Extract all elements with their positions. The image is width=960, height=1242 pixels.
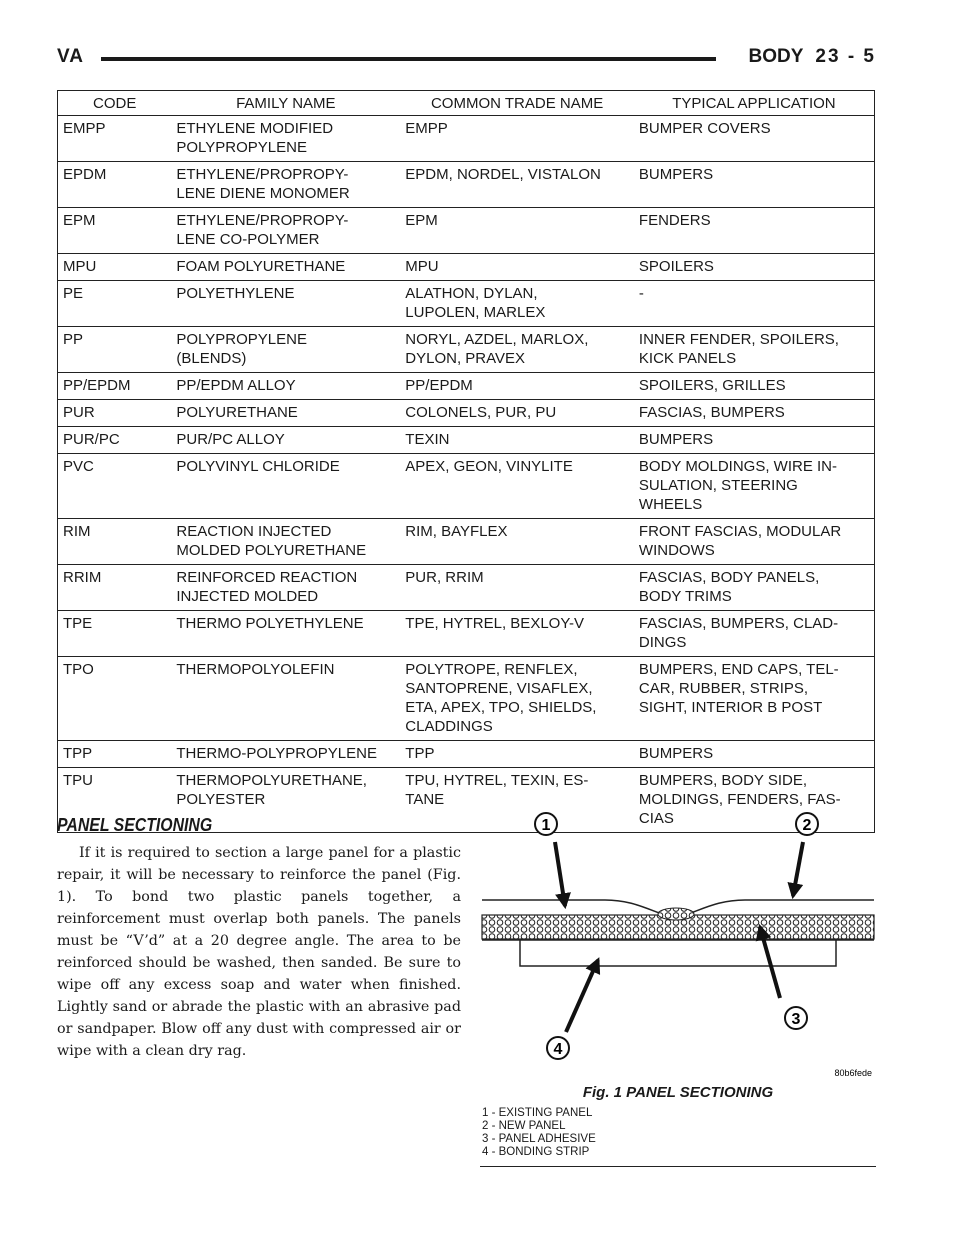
cell-family-name: [171, 116, 400, 162]
cell-line: INNER FENDER, SPOILERS,: [638, 331, 839, 348]
callout-1-label: 1: [541, 817, 551, 834]
cell-line: SPOILERS, GRILLES: [638, 377, 786, 394]
callout-2-leader: [793, 842, 803, 896]
header-vehicle-code: VA: [57, 46, 84, 67]
cell-code: [58, 116, 172, 162]
legend-item: 1 - EXISTING PANEL: [482, 1107, 593, 1119]
cell-code: [58, 657, 172, 741]
cell-line: ETHYLENE/PROPROPY-: [176, 212, 349, 229]
cell-line: THERMO-POLYPROPYLENE: [176, 745, 377, 762]
cell-application: [634, 162, 875, 208]
table-row: [58, 281, 875, 327]
cell-line: POLYETHYLENE: [176, 285, 295, 302]
legend-item: 4 - BONDING STRIP: [482, 1146, 590, 1158]
cell-line: EPDM: [63, 166, 107, 183]
cell-line: FASCIAS, BODY PANELS,: [638, 569, 820, 586]
cell-code: [58, 427, 172, 454]
adhesive-joint: [658, 908, 694, 920]
cell-line: WINDOWS: [638, 542, 715, 559]
cell-trade-name: [400, 657, 634, 741]
section-body: If it is required to section a large panel for a plastic repair, it will be necessary to reinforce the panel (Fig. 1). To bond two plastic panels together, a reinforcement must overlap both panels. The panels must be “V’d” at a 20 degree angle. The area to be reinforced should be washed, then sanded. Be sure to wipe off any excess soap and water when finished. Lightly sand or abrade the plastic with an abrasive pad or sandpaper. Blow off any dust with compressed air or wipe with a clean dry rag.: [57, 845, 461, 1059]
cell-line: PUR/PC: [63, 431, 120, 448]
cell-line: COLONELS, PUR, PU: [405, 404, 557, 421]
new-panel-surface: [688, 900, 874, 914]
cell-line: LUPOLEN, MARLEX: [405, 304, 546, 321]
panel-sectioning-diagram: [480, 800, 876, 1082]
table-row: [58, 254, 875, 281]
header-page-number: 23 - 5: [815, 46, 876, 67]
cell-line: POLYESTER: [176, 791, 266, 808]
existing-panel-surface: [605, 900, 662, 914]
cell-line: REINFORCED REACTION: [176, 569, 358, 586]
cell-family-name: [171, 400, 400, 427]
cell-line: BUMPERS, BODY SIDE,: [638, 772, 808, 789]
cell-line: WHEELS: [638, 496, 703, 513]
cell-line: EPDM, NORDEL, VISTALON: [405, 166, 601, 183]
cell-application: [634, 741, 875, 768]
cell-code: [58, 519, 172, 565]
cell-line: SANTOPRENE, VISAFLEX,: [405, 680, 593, 697]
cell-line: FRONT FASCIAS, MODULAR: [638, 523, 842, 540]
cell-line: PE: [63, 285, 84, 302]
cell-application: [634, 400, 875, 427]
cell-line: TPP: [405, 745, 435, 762]
cell-line: SIGHT, INTERIOR B POST: [638, 699, 823, 716]
cell-line: TEXIN: [405, 431, 450, 448]
cell-code: [58, 741, 172, 768]
cell-trade-name: [400, 611, 634, 657]
cell-line: RIM, BAYFLEX: [405, 523, 508, 540]
cell-trade-name: [400, 281, 634, 327]
section-title: PANEL SECTIONING: [57, 815, 213, 835]
cell-line: MOLDED POLYURETHANE: [176, 542, 367, 559]
cell-family-name: [171, 741, 400, 768]
column-header-family-name: FAMILY NAME: [171, 91, 400, 116]
cell-line: TPE, HYTREL, BEXLOY-V: [405, 615, 584, 632]
cell-application: [634, 657, 875, 741]
figure-legend: [482, 1107, 596, 1159]
table-row: [58, 427, 875, 454]
table-row: [58, 611, 875, 657]
panel-sectioning-figure: [480, 800, 876, 1170]
cell-code: [58, 208, 172, 254]
table-header-row: [58, 91, 875, 116]
cell-line: SPOILERS: [638, 258, 714, 275]
cell-trade-name: [400, 519, 634, 565]
cell-family-name: [171, 565, 400, 611]
cell-line: PP/EPDM: [405, 377, 473, 394]
cell-line: MOLDINGS, FENDERS, FAS-: [638, 791, 841, 808]
cell-line: LENE DIENE MONOMER: [176, 185, 350, 202]
table-row: [58, 208, 875, 254]
cell-line: LENE CO-POLYMER: [176, 231, 320, 248]
cell-line: POLYPROPYLENE: [176, 331, 307, 348]
table-row: [58, 657, 875, 741]
cell-line: BUMPERS, END CAPS, TEL-: [638, 661, 839, 678]
cell-family-name: [171, 162, 400, 208]
page-header: [57, 44, 876, 74]
figure-code: 80b6fede: [834, 1068, 872, 1078]
cell-line: INJECTED MOLDED: [176, 588, 319, 605]
cell-family-name: [171, 254, 400, 281]
cell-code: [58, 327, 172, 373]
cell-line: BUMPERS: [638, 166, 714, 183]
cell-line: TPP: [63, 745, 93, 762]
cell-code: [58, 400, 172, 427]
table-row: [58, 162, 875, 208]
callout-4-leader: [566, 960, 598, 1032]
cell-line: THERMOPOLYURETHANE,: [176, 772, 367, 789]
cell-application: [634, 373, 875, 400]
cell-line: PUR, RRIM: [405, 569, 484, 586]
table-body: [58, 116, 875, 833]
cell-trade-name: [400, 454, 634, 519]
cell-line: TANE: [405, 791, 445, 808]
cell-trade-name: [400, 208, 634, 254]
cell-line: ETHYLENE MODIFIED: [176, 120, 334, 137]
cell-trade-name: [400, 254, 634, 281]
cell-line: FASCIAS, BUMPERS, CLAD-: [638, 615, 839, 632]
bonding-strip: [520, 940, 836, 966]
cell-line: BUMPERS: [638, 431, 714, 448]
cell-line: BODY TRIMS: [638, 588, 732, 605]
cell-trade-name: [400, 327, 634, 373]
cell-trade-name: [400, 427, 634, 454]
table-row: [58, 373, 875, 400]
cell-line: TPE: [63, 615, 93, 632]
cell-code: [58, 373, 172, 400]
cell-line: THERMOPOLYOLEFIN: [176, 661, 335, 678]
cell-line: (BLENDS): [176, 350, 247, 367]
cell-line: ETA, APEX, TPO, SHIELDS,: [405, 699, 597, 716]
cell-line: ALATHON, DYLAN,: [405, 285, 538, 302]
cell-line: CAR, RUBBER, STRIPS,: [638, 680, 809, 697]
cell-line: POLYURETHANE: [176, 404, 298, 421]
table-row: [58, 565, 875, 611]
cell-line: DINGS: [638, 634, 687, 651]
column-header-application: TYPICAL APPLICATION: [634, 91, 875, 116]
cell-line: PUR: [63, 404, 95, 421]
plastics-table: [57, 90, 875, 833]
cell-application: [634, 254, 875, 281]
cell-line: EPM: [63, 212, 96, 229]
callout-1-leader: [555, 842, 565, 906]
callout-3-label: 3: [791, 1011, 801, 1028]
table-row: [58, 519, 875, 565]
figure-bottom-rule: [480, 1166, 876, 1167]
cell-trade-name: [400, 400, 634, 427]
cell-trade-name: [400, 373, 634, 400]
cell-line: BODY MOLDINGS, WIRE IN-: [638, 458, 837, 475]
cell-code: [58, 281, 172, 327]
cell-line: FOAM POLYURETHANE: [176, 258, 346, 275]
cell-code: [58, 162, 172, 208]
cell-trade-name: [400, 741, 634, 768]
cell-trade-name: [400, 565, 634, 611]
cell-family-name: [171, 208, 400, 254]
cell-application: [634, 519, 875, 565]
cell-family-name: [171, 454, 400, 519]
cell-application: [634, 281, 875, 327]
legend-item: 2 - NEW PANEL: [482, 1120, 566, 1132]
cell-application: [634, 427, 875, 454]
cell-line: TPU: [63, 772, 93, 789]
cell-line: SULATION, STEERING: [638, 477, 798, 494]
header-section: [749, 46, 877, 68]
cell-code: [58, 611, 172, 657]
cell-line: TPU, HYTREL, TEXIN, ES-: [405, 772, 589, 789]
column-header-code: CODE: [58, 91, 172, 116]
callout-2-label: 2: [802, 817, 812, 834]
cell-family-name: [171, 519, 400, 565]
cell-line: -: [638, 285, 644, 302]
cell-family-name: [171, 373, 400, 400]
table-row: [58, 400, 875, 427]
cell-application: [634, 116, 875, 162]
cell-line: FENDERS: [638, 212, 711, 229]
cell-application: [634, 454, 875, 519]
cell-family-name: [171, 611, 400, 657]
cell-line: FASCIAS, BUMPERS: [638, 404, 785, 421]
cell-line: PVC: [63, 458, 94, 475]
cell-line: TPO: [63, 661, 94, 678]
cell-trade-name: [400, 116, 634, 162]
cell-line: BUMPERS: [638, 745, 714, 762]
header-section-name: BODY: [748, 46, 804, 67]
cell-line: PP/EPDM ALLOY: [176, 377, 296, 394]
cell-code: [58, 454, 172, 519]
cell-line: MPU: [405, 258, 439, 275]
table-row: [58, 741, 875, 768]
table-row: [58, 327, 875, 373]
cell-line: APEX, GEON, VINYLITE: [405, 458, 573, 475]
cell-line: CIAS: [638, 810, 674, 827]
cell-line: POLYPROPYLENE: [176, 139, 307, 156]
section-body-text: [57, 842, 461, 1062]
cell-family-name: [171, 427, 400, 454]
table-row: [58, 116, 875, 162]
cell-application: [634, 565, 875, 611]
cell-line: NORYL, AZDEL, MARLOX,: [405, 331, 589, 348]
cell-line: POLYTROPE, RENFLEX,: [405, 661, 578, 678]
cell-line: RIM: [63, 523, 91, 540]
cell-line: POLYVINYL CHLORIDE: [176, 458, 340, 475]
cell-line: RRIM: [63, 569, 102, 586]
column-header-trade-name: COMMON TRADE NAME: [400, 91, 634, 116]
cell-application: [634, 611, 875, 657]
cell-application: [634, 208, 875, 254]
cell-code: [58, 565, 172, 611]
cell-line: BUMPER COVERS: [638, 120, 771, 137]
cell-trade-name: [400, 162, 634, 208]
cell-line: EPM: [405, 212, 438, 229]
cell-line: EMPP: [405, 120, 448, 137]
cell-line: PP/EPDM: [63, 377, 131, 394]
cell-line: EMPP: [63, 120, 106, 137]
legend-item: 3 - PANEL ADHESIVE: [482, 1133, 596, 1145]
cell-family-name: [171, 327, 400, 373]
cell-line: MPU: [63, 258, 97, 275]
cell-line: THERMO POLYETHYLENE: [176, 615, 364, 632]
cell-line: REACTION INJECTED: [176, 523, 332, 540]
table-row: [58, 454, 875, 519]
cell-family-name: [171, 281, 400, 327]
cell-line: ETHYLENE/PROPROPY-: [176, 166, 349, 183]
cell-line: PP: [63, 331, 84, 348]
header-rule: [101, 57, 716, 61]
cell-code: [58, 254, 172, 281]
callout-4-label: 4: [553, 1041, 563, 1058]
cell-application: [634, 327, 875, 373]
cell-line: CLADDINGS: [405, 718, 493, 735]
cell-line: KICK PANELS: [638, 350, 737, 367]
cell-line: PUR/PC ALLOY: [176, 431, 285, 448]
figure-caption: Fig. 1 PANEL SECTIONING: [582, 1084, 774, 1101]
cell-family-name: [171, 657, 400, 741]
cell-line: DYLON, PRAVEX: [405, 350, 526, 367]
